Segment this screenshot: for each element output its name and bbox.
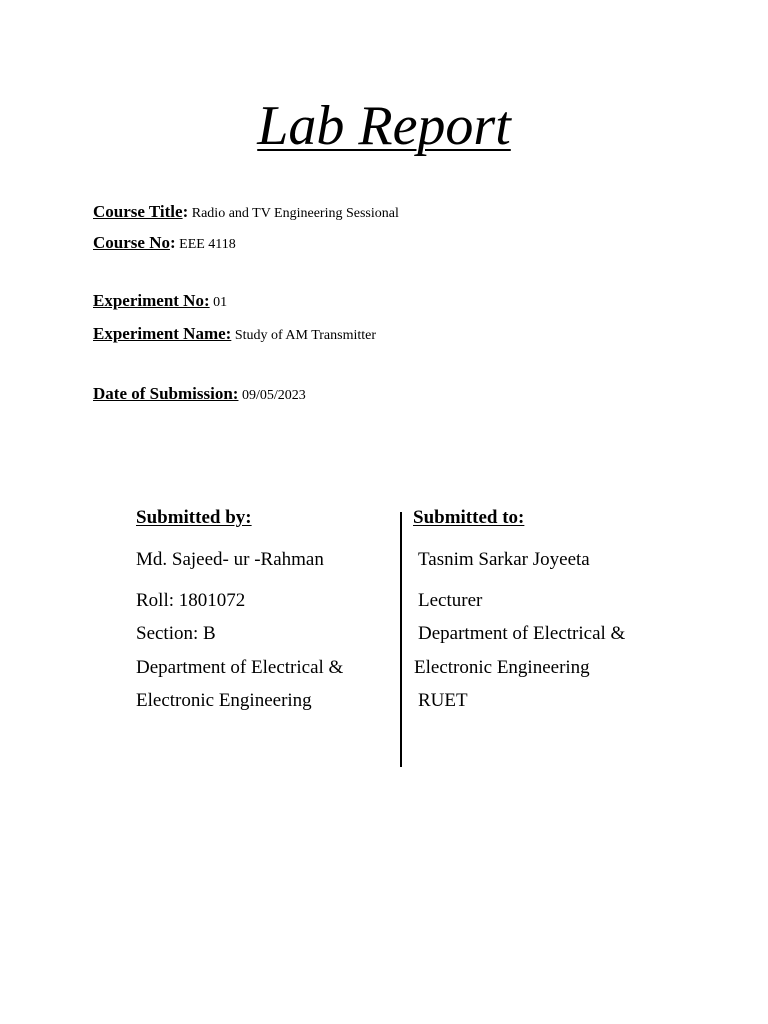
experiment-no-label: Experiment No:: [93, 291, 210, 310]
submitter-department-cont: Electronic Engineering: [136, 690, 312, 711]
report-title: [0, 93, 768, 159]
experiment-name-label: Experiment Name:: [93, 324, 232, 343]
report-title-text: Lab Report: [257, 95, 511, 157]
course-no-label: Course No: [93, 233, 170, 252]
course-no-value: EEE 4118: [175, 237, 236, 252]
submitted-to-heading: Submitted to:: [413, 507, 525, 528]
submitter-department: Department of Electrical &: [136, 657, 344, 678]
recipient-department: Department of Electrical &: [418, 623, 626, 644]
recipient-department-cont: Electronic Engineering: [414, 657, 590, 678]
course-title-value: Radio and TV Engineering Sessional: [188, 206, 399, 221]
recipient-designation: Lecturer: [418, 590, 483, 611]
course-title-colon: :: [182, 202, 189, 221]
course-title-label: Course Title: [93, 202, 183, 221]
course-no-colon: :: [169, 233, 176, 252]
date-of-submission-value: 09/05/2023: [238, 388, 306, 403]
submitted-by-heading: Submitted by:: [136, 507, 252, 528]
recipient-institution: RUET: [418, 690, 468, 711]
submitter-name: Md. Sajeed- ur -Rahman: [136, 549, 324, 570]
recipient-name: Tasnim Sarkar Joyeeta: [418, 549, 590, 570]
date-of-submission-label: Date of Submission:: [93, 384, 239, 403]
course-title-line: [93, 202, 399, 222]
experiment-name-value: Study of AM Transmitter: [231, 328, 377, 343]
course-no-line: [93, 233, 236, 253]
submitter-section: Section: B: [136, 623, 216, 644]
column-divider: [400, 512, 402, 767]
experiment-no-value: 01: [209, 295, 228, 310]
date-of-submission-line: [93, 384, 306, 404]
experiment-no-line: [93, 291, 227, 311]
submitter-roll: Roll: 1801072: [136, 590, 246, 611]
experiment-name-line: [93, 324, 376, 344]
